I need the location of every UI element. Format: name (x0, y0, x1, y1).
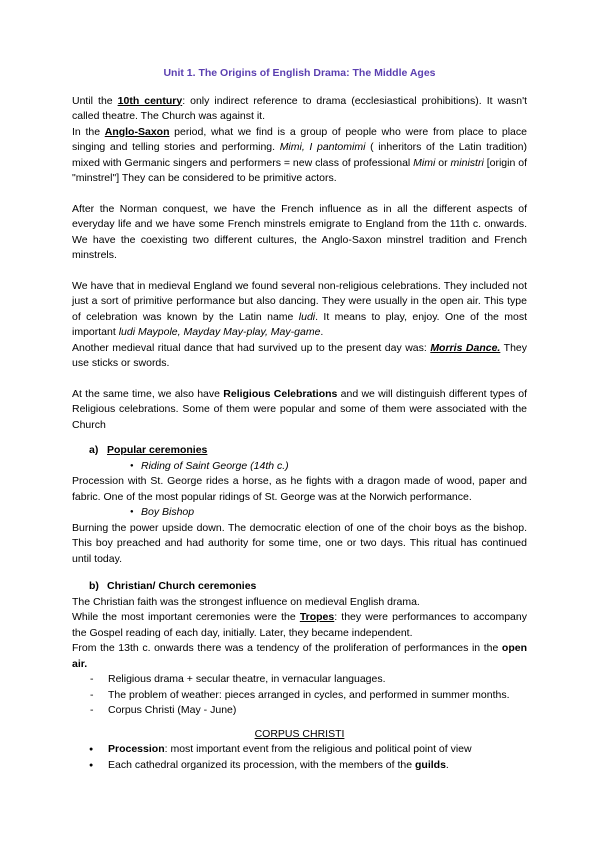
section-label: b) (89, 580, 99, 592)
italic-term: ludi (298, 310, 316, 323)
text: From the 13th c. onwards there was a tendency of the proliferation of performances in the (72, 642, 502, 654)
text: : only indirect reference to drama (ecclesiastical prohibitions). It wasn't called theatre. The Church was against it. (72, 94, 527, 122)
section-heading-popular (72, 443, 527, 459)
section-title: Christian/ Church ceremonies (107, 580, 257, 592)
section-heading-christian (72, 579, 527, 595)
text: At the same time, we also have (72, 387, 224, 400)
paragraph-morris-dance (72, 341, 527, 372)
text: [origin of "minstrel"] They can be considered to be primitive actors. (72, 156, 527, 184)
dash-item: - Corpus Christi (May - June) (72, 703, 527, 719)
section-title: Popular ceremonies (107, 444, 208, 456)
italic-term: ministri (450, 156, 484, 169)
text: Each cathedral organized its procession, with the members of the (108, 758, 415, 771)
text: Until the (72, 94, 118, 107)
bullet-item: ● Boy Bishop (72, 505, 527, 521)
paragraph-tropes (72, 610, 527, 641)
paragraph-christian-faith: The Christian faith was the strongest influence on medieval English drama. (72, 595, 420, 608)
text: Another medieval ritual dance that had survived up to the present day was: (72, 341, 431, 354)
paragraph-norman-conquest: After the Norman conquest, we have the French influence as in all the different aspects of everyday life and we have some French minstrels emigrate to England from the 11th c. onwards. We have the coexisting two different cultures, the Anglo-Saxon minstrel tradition and French minstrels. (72, 202, 527, 261)
emphasis: Tropes (299, 611, 335, 623)
text: ( inheritors of the Latin tradition) mixed with Germanic singers and performers = new class of professional (72, 141, 527, 169)
paragraph-boy-bishop: Burning the power upside down. The democratic election of one of the choir boys as the bishop. This boy preached and had authority for some time, one or two days. This ritual has continued until today. (72, 521, 527, 565)
bullet-guilds (72, 758, 527, 774)
emphasis: Religious Celebrations (223, 387, 338, 400)
document-title: Unit 1. The Origins of English Drama: The Middle Ages (163, 67, 436, 79)
text: . It means to play, enjoy. One of the most important (72, 310, 527, 338)
paragraph-tenth-century (72, 94, 527, 125)
emphasis: open air. (72, 642, 527, 670)
paragraph-open-air (72, 641, 527, 672)
emphasis: 10th century (117, 94, 183, 107)
text: . (320, 326, 324, 338)
text: We have that in medieval England we found several non-religious celebrations. They included not just a sort of primitive performance but also dancing. They were usually in the open air. This type of celebration was known by the Latin name (72, 279, 527, 323)
text: : most important event from the religious and political point of view (164, 743, 472, 755)
paragraph-anglo-saxon (72, 125, 527, 187)
paragraph-religious-celebrations (72, 387, 527, 434)
text: : they were performances to accompany the Gospel reading of each day, initially. Later, they became independent. (72, 611, 527, 639)
text: period, what we find is a group of people who were from place to place singing and telling stories and performing. (72, 125, 527, 153)
italic-term: Mimi (413, 156, 436, 169)
bullet-item: ● Riding of Saint George (14th c.) (72, 459, 527, 475)
dash-item: - Religious drama + secular theatre, in vernacular languages. (72, 672, 527, 688)
text: or (435, 156, 451, 169)
emphasis: guilds (415, 758, 446, 771)
text: . (445, 758, 449, 771)
document-page (72, 66, 527, 773)
text: and we will distinguish different types of Religious celebrations. Some of them were popular and some of them were associated with the Church (72, 387, 527, 431)
corpus-christi-heading: CORPUS CHRISTI (254, 727, 345, 740)
emphasis: Anglo-Saxon (104, 125, 170, 138)
italic-term: ludi Maypole, Mayday May-play, May-game (118, 326, 321, 338)
italic-term: Mimi, I pantomimi (279, 141, 366, 153)
emphasis: Morris Dance. (430, 341, 501, 354)
bullet-procession (72, 742, 527, 758)
text: While the most important ceremonies were the (72, 611, 300, 623)
dash-item: - The problem of weather: pieces arranged in cycles, and performed in summer months. (72, 688, 527, 704)
text: In the (72, 125, 105, 138)
paragraph-saint-george: Procession with St. George rides a horse, as he fights with a dragon made of wood, paper and fabric. One of the most popular ridings of St. George was at the Norwich performance. (72, 475, 527, 503)
emphasis: Procession (108, 743, 165, 755)
paragraph-ludi (72, 279, 527, 341)
section-label: a) (89, 444, 99, 456)
text: They use sticks or swords. (72, 341, 527, 369)
